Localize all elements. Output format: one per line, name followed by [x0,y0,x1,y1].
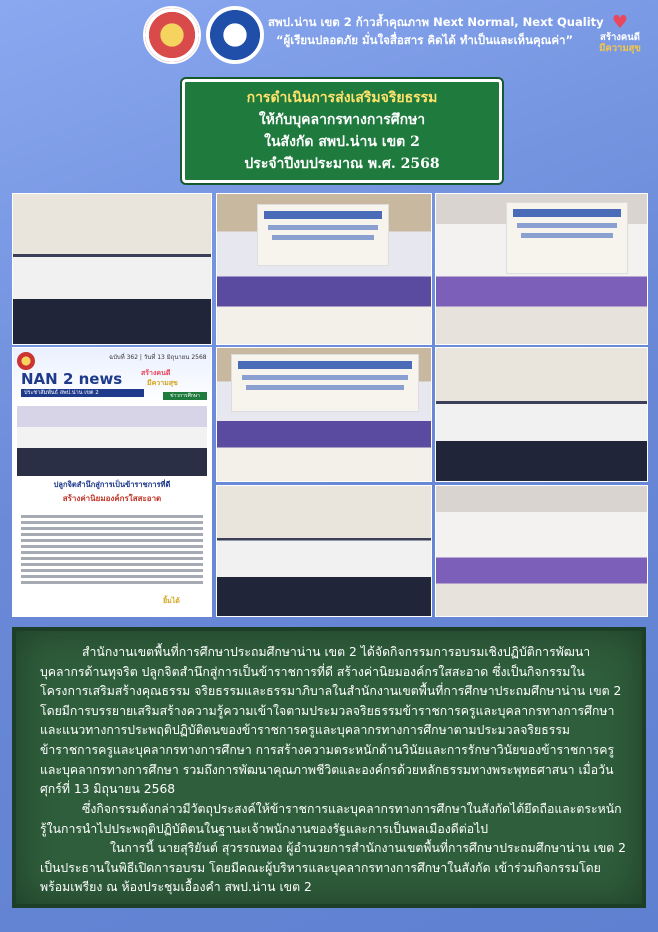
brand-line1: สร้างคนดี [600,32,640,43]
article-paragraph-3: ในการนี้ นายสุริยันต์ สุวรรณทอง ผู้อำนวยการสำนักงานเขตพื้นที่การศึกษาประถมศึกษาน่าน เขต 2 เป็นประธานในพิธีเปิดการอบรม โดยมีคณะผู้บริหารและบุคลากรทางการศึกษาในสังกัด เข้าร่วมกิจกรรมโดยพร้อมเพรียง ณ ห้องประชุมเอื้องคำ สพป.น่าน เขต 2 [40,841,627,895]
header [0,0,658,72]
title-line4: ประจำปีงบประมาณ พ.ศ. 2568 [244,156,440,172]
newsletter-photo-strip [17,406,207,476]
newsletter-cover [12,347,212,617]
newsletter-headline2: สร้างค่านิยมองค์กรใสสะอาด [62,494,162,503]
newsletter-name: NAN 2 news [21,370,123,388]
article-paragraph-2: ซึ่งกิจกรรมดังกล่าวมีวัตถุประสงค์ให้ข้าราชการและบุคลากรทางการศึกษาในสังกัดได้ยึดถือและตระหนักรู้ในการนำไปประพฤติปฏิบัติตนในฐานะเจ้าพนักงานของรัฐและการเป็นพลเมืองดีต่อไป [40,802,622,836]
newsletter-brand-line1: สร้างคนดี [141,369,171,377]
newsletter-headline1: ปลูกจิตสำนึกสู่การเป็นข้าราชการที่ดี [53,480,171,489]
heart-icon: ♥ [611,12,629,33]
newsletter-brand-line2: มีความสุข [147,379,178,387]
header-slogan: สพป.น่าน เขต 2 ก้าวล้ำคุณภาพ Next Normal, Next Quality [268,15,604,29]
obec-seal-logo [143,6,201,64]
newsletter-tag: ข่าวการศึกษา [163,392,207,400]
presentation-screen [506,202,628,274]
title-line1: การดำเนินการส่งเสริมจริยธรรม [246,90,438,106]
photo-opening-ceremony [12,193,212,345]
page-title-box [182,79,502,183]
newsletter-issue: ฉบับที่ 362 | วันที่ 13 มิถุนายน 2568 [109,354,207,361]
office-emblem-logo [206,6,264,64]
article-paragraph-1: สำนักงานเขตพื้นที่การศึกษาประถมศึกษาน่าน เขต 2 ได้จัดกิจกรรมการอบรมเชิงปฏิบัติการพัฒนาบุคลากรด้านทุจริต ปลูกจิตสำนึกสู่การเป็นข้าราชการที่ดี สร้างค่านิยมองค์กรใสสะอาด ซึ่งเป็นกิจกรรมในโครงการเสริมสร้างคุณธรรม จริยธรรมและธรรมาภิบาลในสำนักงานเขตพื้นที่การศึกษาประถมศึกษาน่าน เขต 2 โดยมีการบรรยายเสริมสร้างความรู้ความเข้าใจตามประมวลจริยธรรมข้าราชการครูและบุคลากรทางการศึกษา และแนวทางการประพฤติปฏิบัติตนของข้าราชการครูและบุคลากรทางการศึกษาตามประมวลจริยธรรมข้าราชการครูและบุคลากรทางการศึกษา การสร้างความตระหนักด้านวินัยและการรักษาวินัยของข้าราชการครูและบุคลากรทางการศึกษา รวมถึงการพัฒนาคุณภาพชีวิตและองค์กรด้วยหลักธรรมทางพระพุทธศาสนา เมื่อวันศุกร์ที่ 13 มิถุนายน 2568 [40,645,622,797]
brand-badge [590,14,650,54]
newsletter-subtitle: ประชาสัมพันธ์ สพป.น่าน เขต 2 [21,389,144,397]
newsletter-seal-icon [17,352,35,370]
photo-audience-wide [435,485,648,617]
projection-screen [257,204,389,266]
photo-training-room [216,193,432,345]
brand-line2: มีความสุข [599,43,641,54]
photo-group-pledge [216,485,432,617]
newsletter-footer-brand: ยิ้มได้ [163,597,180,605]
photo-lecture-hall [216,347,432,482]
lecture-screen [231,354,419,412]
article-board [12,627,646,908]
photo-participants-seated [435,347,648,482]
newsletter-body-text [21,512,203,602]
header-motto: “ผู้เรียนปลอดภัย มั่นใจสื่อสาร คิดได้ ทำเป็นและเห็นคุณค่า” [276,33,574,47]
title-line2: ให้กับบุคลากรทางการศึกษา [258,112,426,128]
photo-speaker-stage [435,193,648,345]
title-line3: ในสังกัด สพป.น่าน เขต 2 [264,134,420,150]
